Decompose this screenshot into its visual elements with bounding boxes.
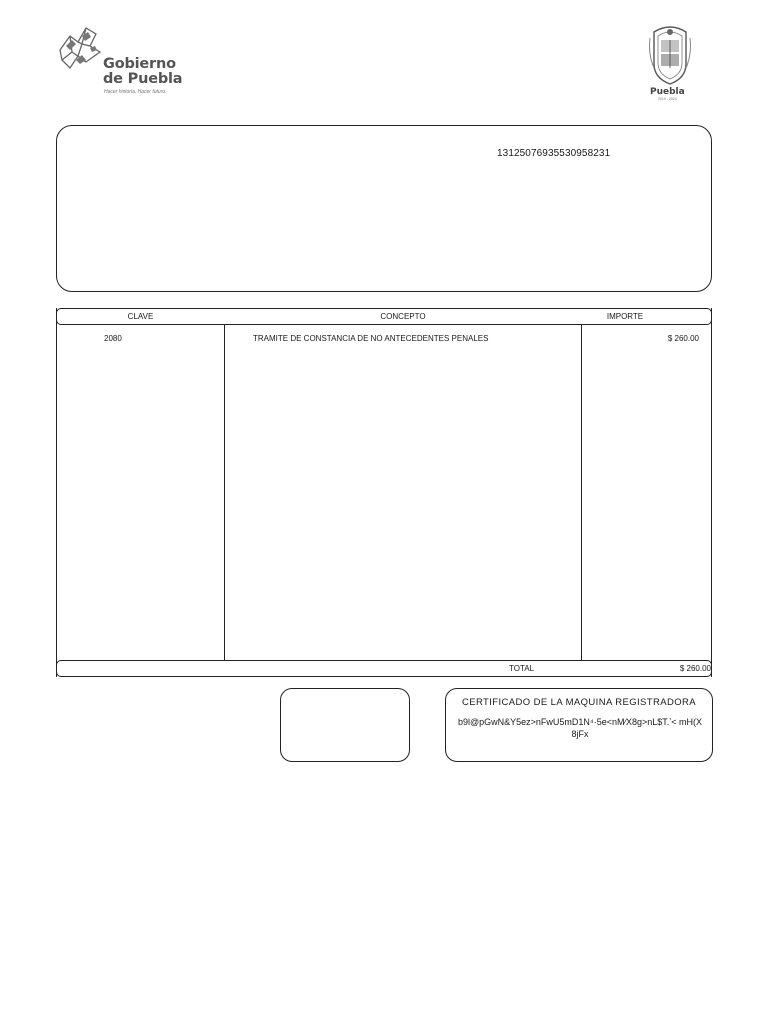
table-header	[56, 308, 712, 325]
certificate-title: CERTIFICADO DE LA MAQUINA REGISTRADORA	[461, 697, 697, 708]
header-clave: CLAVE	[127, 312, 154, 321]
stamp-box	[280, 688, 410, 762]
header-importe: IMPORTE	[606, 312, 644, 321]
header-concepto: CONCEPTO	[380, 312, 426, 321]
certificate-code: b9l@pGwN&Y5ez>nFwU5mD1N⁴·5e<nM⁄X8g>nL$T.ʼ< mH(X8jFx	[457, 717, 703, 739]
table-footer	[56, 660, 712, 677]
gobierno-puebla-logo	[56, 22, 186, 100]
puebla-emblem-icon	[56, 22, 104, 74]
info-box	[56, 125, 712, 292]
logo-tagline: Hacer historia. Hacer futuro.	[104, 89, 167, 95]
seal-name: Puebla	[650, 87, 685, 97]
row-concepto: TRAMITE DE CONSTANCIA DE NO ANTECEDENTES PENALES	[253, 334, 489, 343]
row-clave: 2080	[104, 334, 122, 343]
column-divider-2	[581, 308, 582, 660]
row-importe: $ 260.00	[667, 334, 699, 343]
logo-text-line2: de Puebla	[103, 71, 183, 87]
reference-number: 13125076935530958231	[497, 148, 611, 159]
total-value: $ 260.00	[679, 664, 711, 673]
column-divider-1	[224, 308, 225, 660]
certificate-box	[445, 688, 713, 762]
puebla-seal	[646, 24, 694, 102]
concepts-table	[56, 308, 712, 677]
logo-text-line1: Gobierno	[103, 56, 176, 72]
coat-of-arms-icon	[646, 24, 694, 86]
total-label: TOTAL	[509, 664, 535, 673]
seal-years: 2019 - 2024	[658, 97, 677, 101]
